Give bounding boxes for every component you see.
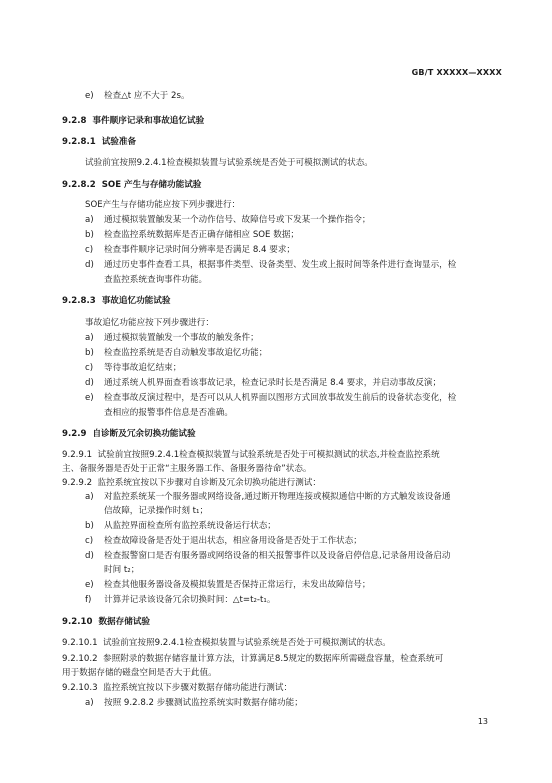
- paragraph-continuation: 主、备服务器是否处于正常“主服务器工作、备服务器待命”状态。: [62, 464, 312, 474]
- list-item: d) 通过历史事件查看工具，根据事件类型、设备类型、发生或上报时间等条件进行查询显示，检: [85, 260, 457, 270]
- section-heading-9-2-8-3: 9.2.8.3 事故追忆功能试验: [62, 296, 171, 306]
- paragraph: 9.2.10.2 参照附录的数据存储容量计算方法，计算满足8.5规定的数据库所需磁盘容量，检查系统可: [62, 654, 444, 664]
- paragraph: 9.2.10.1 试验前宜按照9.2.4.1检查模拟装置与试验系统是否处于可模拟测试的状态。: [62, 638, 391, 648]
- list-item: d) 检查报警窗口是否有服务器或网络设备的相关报警事件以及设备启停信息,记录备用设备启动: [85, 551, 451, 561]
- list-item: b) 从监控界面检查所有监控系统设备运行状态；: [85, 521, 276, 531]
- section-heading-9-2-8-2: 9.2.8.2 SOE 产生与存储功能试验: [62, 180, 202, 190]
- section-heading-9-2-10: 9.2.10 数据存储试验: [62, 617, 151, 627]
- list-item: c) 检查事件顺序记录时间分辨率是否满足 8.4 要求；: [85, 245, 296, 255]
- list-item: a) 通过模拟装置触发一个事故的触发条件；: [85, 333, 259, 343]
- paragraph: SOE产生与存储功能应按下列步骤进行：: [85, 200, 241, 210]
- paragraph-continuation: 用于数据存储的磁盘空间是否大于此值。: [62, 668, 217, 678]
- paragraph: 9.2.9.2 监控系统宜按以下步骤对自诊断及冗余切换功能进行测试：: [62, 478, 321, 488]
- paragraph: 事故追忆功能应按下列步骤进行：: [85, 318, 214, 328]
- list-item: c) 等待事故追忆结束；: [85, 363, 182, 373]
- paragraph: 9.2.9.1 试验前宜按照9.2.4.1检查模拟装置与试验系统是否处于可模拟测试的状态,并检查监控系统: [62, 450, 440, 460]
- page-number: 13: [477, 717, 488, 726]
- list-item-continuation: 查相应的报警事件信息是否准确。: [104, 408, 233, 418]
- paragraph: 试验前宜按照9.2.4.1检查模拟装置与试验系统是否处于可模拟测试的状态。: [85, 158, 373, 168]
- list-item: a) 通过模拟装置触发某一个动作信号、故障信号或下发某一个操作指令；: [85, 215, 371, 225]
- list-item: a) 对监控系统某一个服务器或网络设备,通过断开物理连接或模拟通信中断的方式触发该设备通: [85, 492, 451, 502]
- list-item: b) 检查监控系统是否自动触发事故追忆功能；: [85, 348, 268, 358]
- section-heading-9-2-9: 9.2.9 自诊断及冗余切换功能试验: [62, 429, 196, 439]
- section-heading-9-2-8-1: 9.2.8.1 试验准备: [62, 137, 137, 147]
- paragraph: 9.2.10.3 监控系统宜按以下步骤对数据存储功能进行测试：: [62, 683, 293, 693]
- list-item-continuation: 信故障，记录操作时刻 t₁；: [104, 506, 209, 516]
- list-item: e) 检查其他服务器设备及模拟装置是否保持正常运行，未发出故障信号；: [85, 580, 371, 590]
- list-item: e) 检查△t 应不大于 2s。: [85, 91, 190, 101]
- section-heading-9-2-8: 9.2.8 事件顺序记录和事故追忆试验: [62, 116, 205, 126]
- list-item: f) 计算并记录该设备冗余切换时间：△t=t₂-t₁。: [85, 595, 276, 605]
- list-item-continuation: 时间 t₂；: [104, 565, 140, 575]
- list-item: c) 检查故障设备是否处于退出状态，相应备用设备是否处于工作状态；: [85, 536, 362, 546]
- list-item: b) 检查监控系统数据库是否正确存储相应 SOE 数据；: [85, 230, 299, 240]
- list-item: d) 通过系统人机界面查看该事故记录，检查记录时长是否满足 8.4 要求，并启动事故反演；: [85, 378, 442, 388]
- list-item-continuation: 查监控系统查询事件功能。: [104, 275, 208, 285]
- list-item: e) 检查事故反演过程中，是否可以从人机界面以图形方式回放事故发生前后的设备状态变化，检: [85, 393, 457, 403]
- standard-number: GB/T XXXXX—XXXX: [411, 68, 502, 77]
- list-item: a) 按照 9.2.8.2 步骤测试监控系统实时数据存储功能；: [85, 698, 303, 708]
